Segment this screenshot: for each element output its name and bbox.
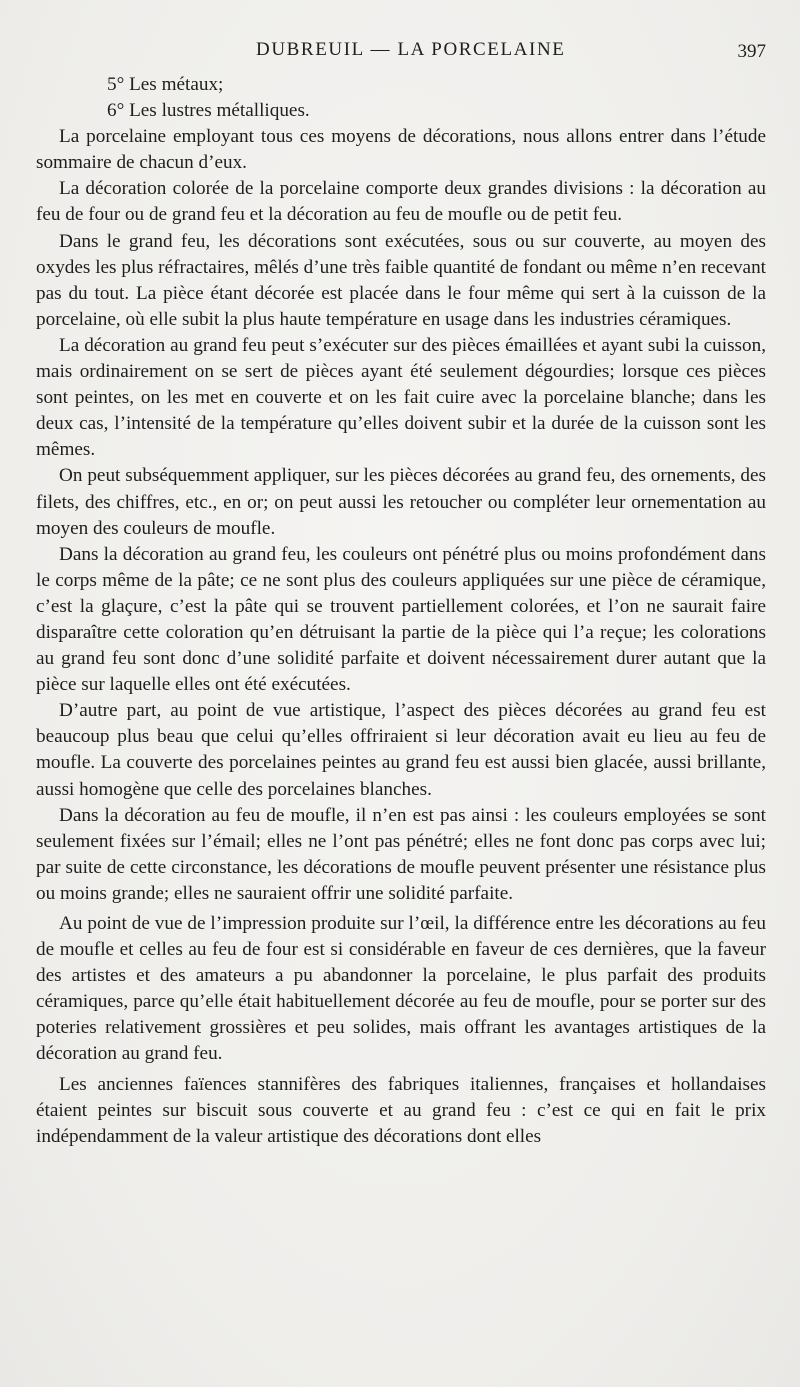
paragraph-divisions: La décoration colorée de la porcelaine comporte deux grandes divisions : la décoration au feu de four ou de grand feu et la décoration au feu de moufle ou de petit feu. bbox=[36, 178, 766, 226]
running-title: DUBREUIL — LA PORCELAINE bbox=[256, 39, 566, 60]
paragraph-enamelled-pieces: La décoration au grand feu peut s’exécuter sur des pièces émaillées et ayant subi la cuisson, mais ordinairement on se sert de pièces ayant été seulement dégourdies; lorsque ces pièces sont peintes, on les met en couverte et on les fait cuire avec la porcelaine blanche; dans les deux cas, l’intensité de la température qu’elles doivent subir et la durée de la cuisson sont les mêmes. bbox=[36, 334, 766, 461]
page-number: 397 bbox=[737, 41, 766, 62]
paragraph-faiences: Les anciennes faïences stannifères des fabriques italiennes, françaises et hollandaises étaient peintes sur biscuit sous couverte et au grand feu : c’est ce qui en fait le prix indépendamment de la valeur artistique des décorations dont elles bbox=[36, 1073, 766, 1147]
body-text bbox=[36, 72, 766, 1150]
list-item-metallic-lusters: 6° Les lustres métalliques. bbox=[107, 100, 310, 122]
paragraph-artistic-aspect: D’autre part, au point de vue artistique, l’aspect des pièces décorées au grand feu est beaucoup plus beau que celui qu’elles offriraient si leur décoration avait eu lieu au feu de moufle. La couverte des porcelaines peintes au grand feu est aussi bien glacée, aussi brillante, aussi homogène que celle des porcelaines blanches. bbox=[36, 700, 766, 800]
paragraph-impression: Au point de vue de l’impression produite sur l’œil, la différence entre les décorations au feu de moufle et celles au feu de four est si considérable en faveur de ces dernières, que la faveur des artistes et des amateurs a pu abandonner la porcelaine, le plus parfait des produits céramiques, parce qu’elle était habituellement décorée au feu de moufle, pour se porter sur des poteries relativement grossières et peu solides, mais offrant les avantages artistiques de la décoration au grand feu. bbox=[36, 913, 766, 1065]
paragraph-grand-feu: Dans le grand feu, les décorations sont exécutées, sous ou sur couverte, au moyen des oxydes les plus réfractaires, mêlés d’une très faible quantité de fondant ou même n’en recevant pas du tout. La pièce étant décorée est placée dans le four même qui sert à la cuisson de la porcelaine, où elle subit la plus haute température en usage dans les industries céramiques. bbox=[36, 230, 766, 330]
paragraph-penetration: Dans la décoration au grand feu, les couleurs ont pénétré plus ou moins profondément dans le corps même de la pâte; ce ne sont plus des couleurs appliquées sur une pièce de céramique, c’est la glaçure, c’est la pâte qui se trouvent partiellement colorées, et l’on ne saurait faire disparaître cette coloration qu’en détruisant la partie de la pièce qui l’a reçue; les colorations au grand feu sont donc d’une solidité parfaite et doivent nécessairement durer autant que la pièce sur laquelle elles ont été exécutées. bbox=[36, 543, 766, 696]
list-item-metals: 5° Les métaux; bbox=[107, 74, 224, 95]
page-header bbox=[36, 39, 766, 67]
paragraph-intro: La porcelaine employant tous ces moyens de décorations, nous allons entrer dans l’étude sommaire de chacun d’eux. bbox=[36, 126, 766, 174]
paragraph-petit-feu: Dans la décoration au feu de moufle, il n’en est pas ainsi : les couleurs employées se sont seulement fixées sur l’émail; elles ne l’ont pas pénétré; elles ne font donc pas corps avec lui; par suite de cette circonstance, les décorations de moufle peuvent présenter une résistance plus ou moins grande; elles ne sauraient offrir une solidité parfaite. bbox=[36, 804, 766, 904]
paragraph-ornaments: On peut subséquemment appliquer, sur les pièces décorées au grand feu, des ornements, des filets, des chiffres, etc., en or; on peut aussi les retoucher ou compléter leur ornementation au moyen des couleurs de moufle. bbox=[36, 465, 766, 539]
